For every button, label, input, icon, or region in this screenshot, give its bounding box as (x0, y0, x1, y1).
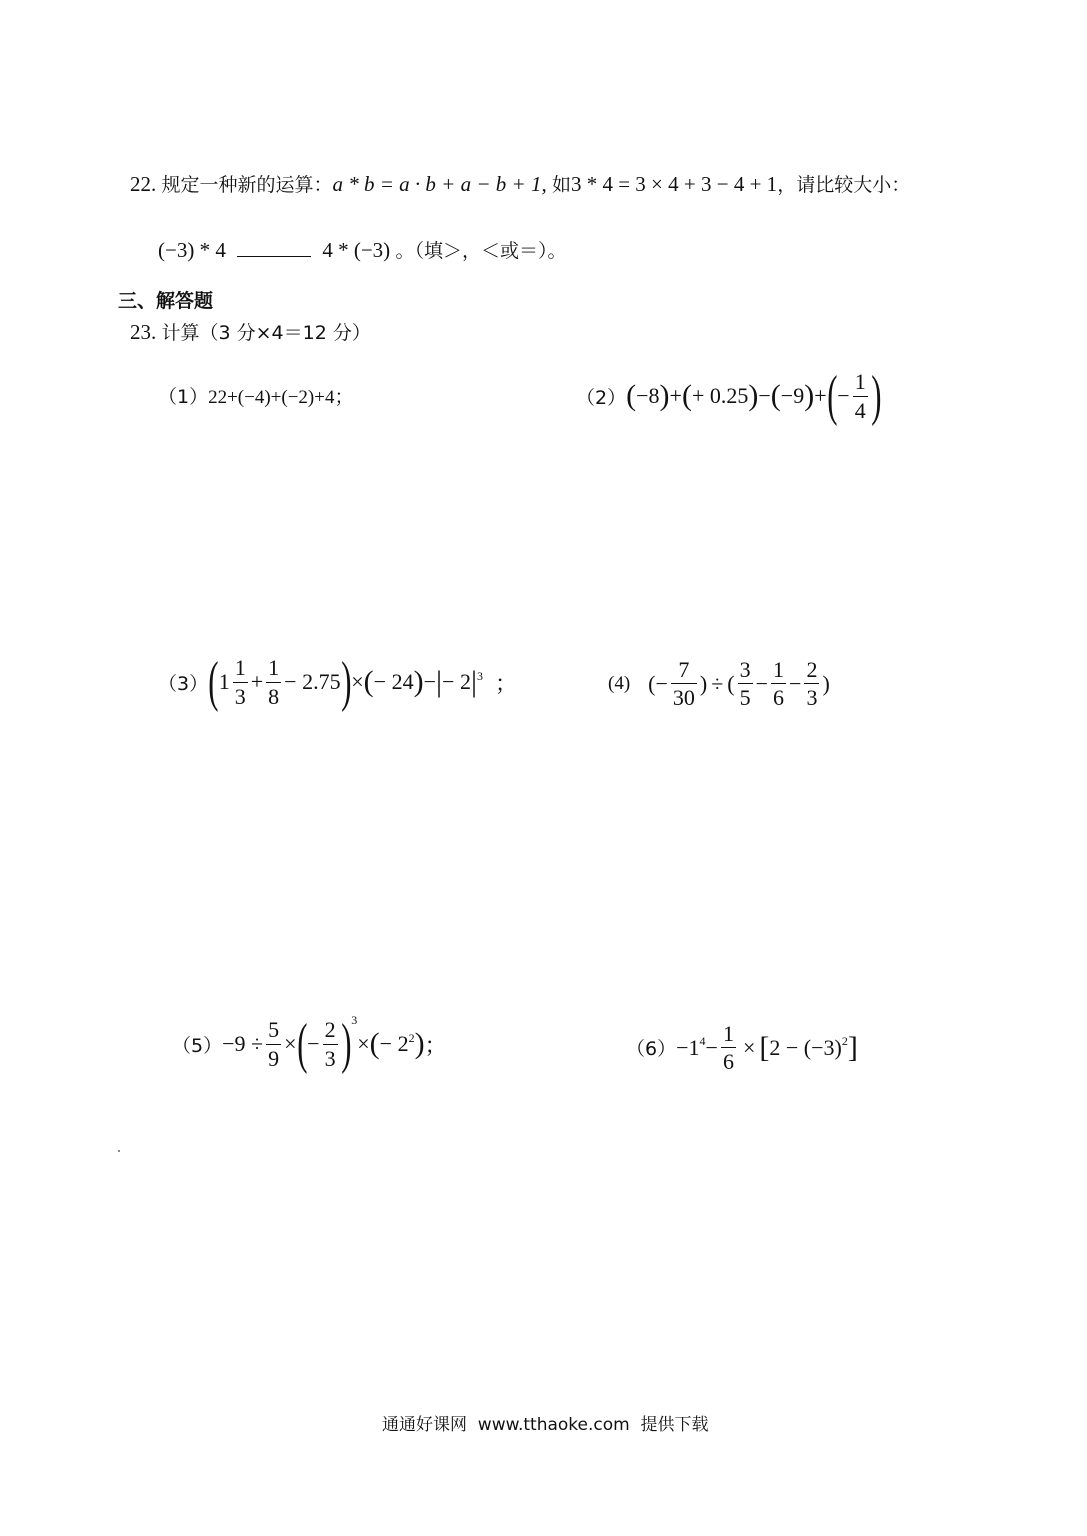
q22-formula: a * b = a · b + a − b + 1, (332, 172, 547, 196)
problem-2: （2） ( −8 ) + ( + 0.25 ) − ( −9 ) + ( − $\frac{1}{4}$ ) (576, 365, 882, 427)
problem-3-abs: − 2 (442, 669, 471, 694)
problem-2-term2: + 0.25 (691, 383, 749, 408)
problem-4-fraction-2 (738, 658, 753, 709)
problem-2-neg: − (837, 383, 850, 408)
section-title: 三、解答题 (118, 290, 214, 312)
fraction-denominator: 3 (324, 1045, 336, 1071)
fraction-denominator: 3 (234, 683, 246, 709)
q22-right-expr: 4 * (−3) (322, 238, 391, 262)
problem-3-exponent: 3 (476, 668, 483, 683)
q22-hint: 。（填＞，＜或＝）。 (395, 240, 567, 262)
stray-dot (118, 1150, 120, 1152)
problem-5-times: × (284, 1031, 297, 1056)
fraction-denominator: 9 (268, 1045, 280, 1071)
q23-heading (130, 318, 371, 345)
q23-number: 23. (130, 320, 157, 344)
problem-4-open2: ( (727, 670, 735, 696)
problem-3-end: ； (494, 670, 517, 696)
problem-6-times: × (742, 1034, 756, 1060)
q22-answer-blank[interactable] (237, 236, 311, 257)
problem-6-minus: − (705, 1034, 718, 1060)
problem-5-inner: − 2 (379, 1031, 409, 1056)
q23-title: 计算（3 分×4＝12 分） (161, 322, 371, 344)
fraction-numerator: 1 (722, 1021, 734, 1046)
problem-3: （3） ( 1 $\frac{1}{3}$ + $\frac{1}{8}$ − 2.75 ) × ( − 24 ) − | − 2 | 3 ； (158, 651, 517, 713)
problem-6-inner: 2 − (−3) (769, 1034, 842, 1060)
problem-3-whole: 1 (218, 669, 230, 694)
problem-3-plus: + (250, 669, 264, 694)
fraction-denominator: 6 (722, 1049, 734, 1075)
problem-4-close2: ) (822, 670, 830, 696)
fraction-numerator: 5 (268, 1017, 280, 1043)
q22-left-expr: (−3) * 4 (158, 238, 226, 262)
problem-4-open: (− (648, 670, 668, 696)
problem-5-neg: − (307, 1031, 320, 1056)
problem-3-fraction-1 (233, 656, 248, 707)
fraction-numerator: 2 (806, 657, 818, 682)
fraction-numerator: 1 (854, 369, 866, 395)
problem-3-fraction-2 (266, 656, 281, 707)
problem-6-start-exponent: 4 (699, 1034, 706, 1049)
problem-6-label: （6） (626, 1038, 677, 1061)
problem-5-fraction-1 (266, 1018, 281, 1069)
problem-4-div: ÷ (711, 670, 724, 696)
fraction-numerator: 1 (773, 657, 785, 682)
fraction-denominator: 6 (773, 685, 785, 711)
problem-1-expr: 22+(−4)+(−2)+4； (208, 387, 354, 408)
q22-example: 3 * 4 = 3 × 4 + 3 − 4 + 1 (570, 172, 778, 196)
problem-4 (608, 658, 830, 709)
problem-2-term1: −8 (636, 383, 660, 408)
fraction-denominator: 3 (806, 685, 818, 711)
problem-2-label: （2） (576, 386, 627, 409)
problem-5-inner-exponent: 2 (408, 1030, 415, 1045)
fraction-denominator: 5 (739, 685, 751, 711)
fraction-denominator: 30 (672, 685, 695, 711)
problem-2-op1: + (669, 383, 682, 408)
problem-5-start: −9 ÷ (222, 1031, 264, 1056)
problem-6-fraction (721, 1022, 736, 1073)
problem-4-label: (4) (608, 672, 631, 694)
problem-4-fraction-4 (804, 658, 819, 709)
fraction-numerator: 2 (324, 1017, 336, 1043)
q22-instruction: ，请比较大小： (777, 174, 911, 196)
q22-example-label: 如 (551, 174, 571, 196)
fraction-denominator: 4 (854, 397, 866, 423)
problem-4-minus-2: − (789, 670, 802, 696)
problem-3-label: （3） (158, 672, 209, 695)
problem-5: （5） −9 ÷ $\frac{5}{9}$ × ( − $\frac{2}{3}$ ) 3 × ( − 2 2 ) ； (172, 1012, 447, 1075)
problem-5-label: （5） (172, 1034, 223, 1057)
q22-line2 (158, 236, 566, 263)
q22-number: 22. (130, 172, 157, 196)
q22-intro: 规定一种新的运算： (161, 174, 333, 196)
problem-4-fraction-3 (771, 658, 786, 709)
problem-3-term2: − 24 (373, 669, 414, 694)
problem-1-label: （1） (158, 386, 209, 408)
fraction-numerator: 1 (268, 655, 280, 681)
problem-3-minus: − (423, 669, 437, 694)
problem-2-op3: + (814, 383, 827, 408)
problem-3-rest: − 2.75 (284, 669, 341, 694)
problem-5-times2: × (357, 1031, 370, 1056)
fraction-denominator: 8 (268, 683, 280, 709)
fraction-numerator: 7 (678, 657, 690, 682)
fraction-numerator: 1 (234, 655, 246, 681)
problem-6: （6） −1 4 − $\frac{1}{6}$ × [ 2 − (−3) 2 ] (626, 1021, 858, 1075)
problem-5-end: ； (424, 1032, 447, 1058)
problem-5-exponent: 3 (351, 1012, 358, 1027)
problem-6-inner-exponent: 2 (841, 1034, 848, 1049)
problem-1 (158, 382, 353, 409)
problem-2-fraction (853, 370, 868, 421)
problem-5-fraction-2 (323, 1018, 338, 1069)
problem-4-close: ) (699, 670, 708, 696)
problem-6-start: −1 (676, 1034, 700, 1060)
q22-line1 (130, 170, 910, 197)
problem-3-times: × (351, 669, 364, 694)
footer-credit: 通通好课网 www.tthaoke.com 提供下载 (382, 1415, 709, 1435)
problem-2-term3: −9 (780, 383, 805, 408)
problem-2-op2: − (758, 383, 771, 408)
problem-4-minus-1: − (755, 670, 769, 696)
fraction-numerator: 3 (739, 657, 751, 682)
problem-4-fraction-1 (671, 658, 697, 709)
